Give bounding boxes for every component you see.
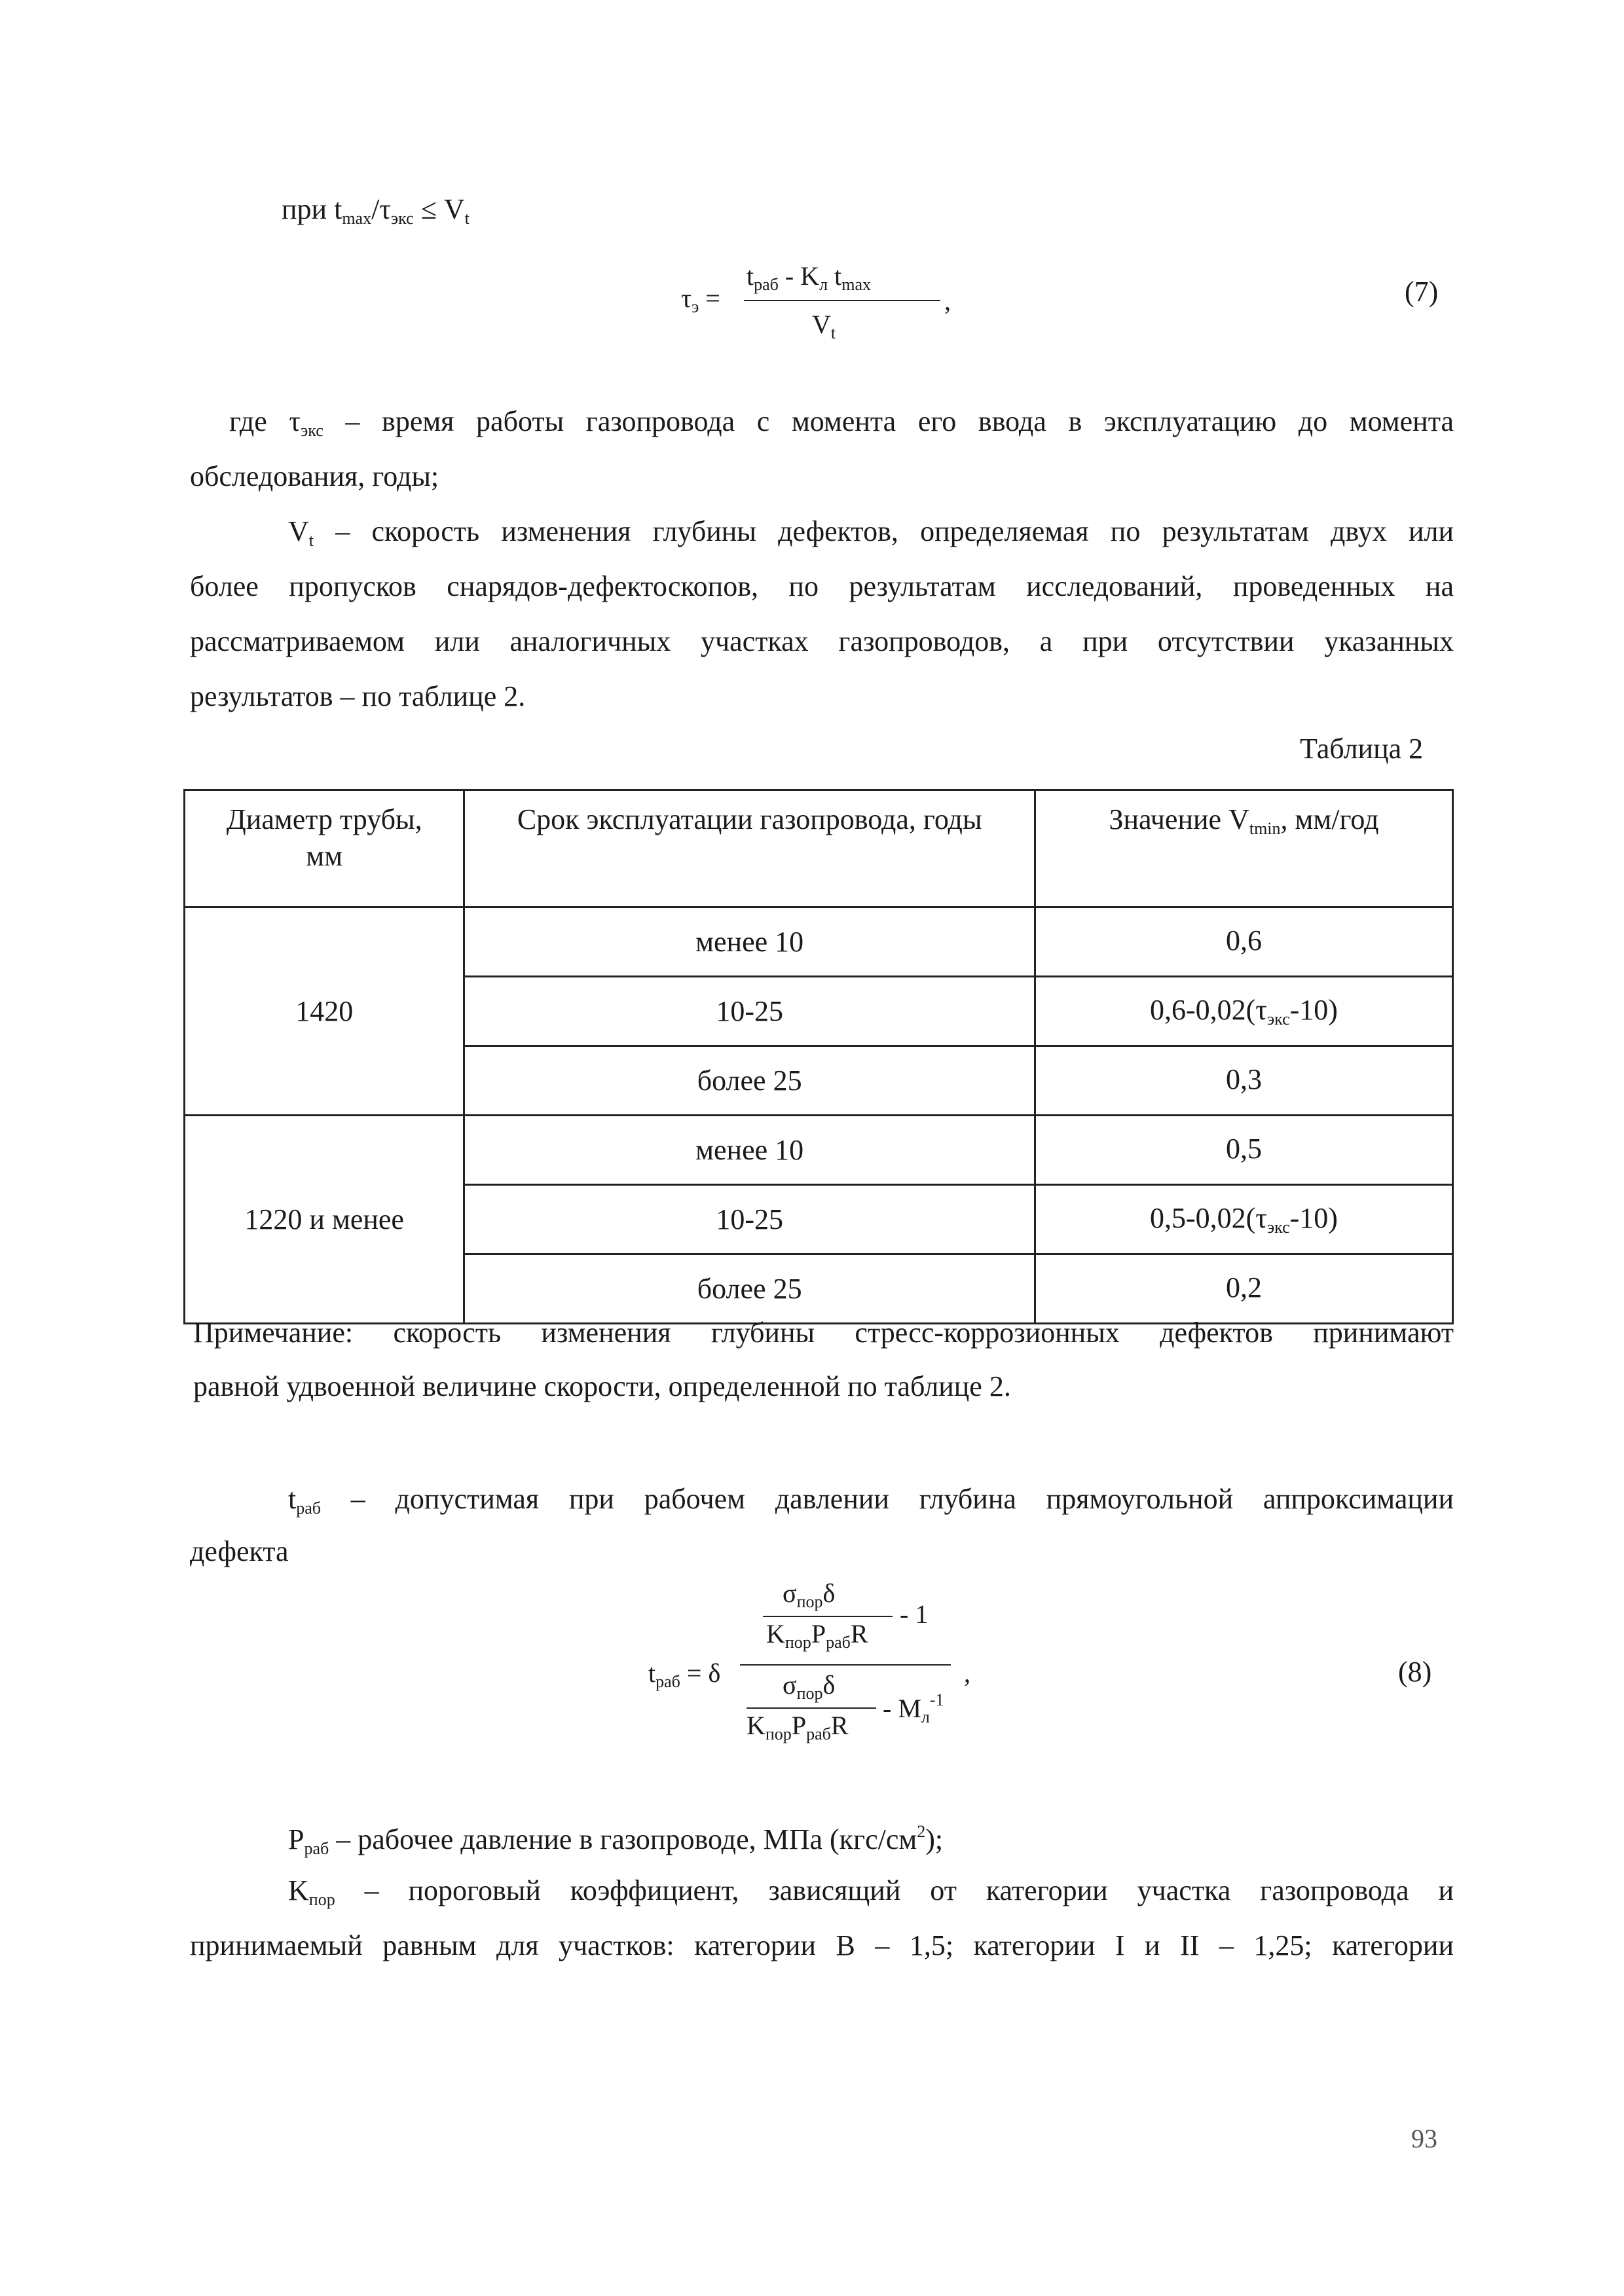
cond-t-sub: t: [464, 209, 470, 228]
table-row: [185, 907, 1453, 977]
formula-8-upper-denominator: $K_{пор}P_{раб}R$: [766, 1619, 868, 1652]
def-tau-line1: где $\tau_{экс}$ – время работы газопровода с момента его ввода в эксплуатацию до момента: [229, 405, 1454, 440]
def-vt-line4: результатов – по таблице 2.: [190, 680, 526, 712]
cell-value: 0,3: [1035, 1046, 1452, 1116]
def-prab-line: $P_{раб}$ – рабочее давление в газопроводе, МПа $(кгс/см^2)$;: [288, 1822, 944, 1858]
formula-7-fraction-bar: [744, 300, 940, 301]
formula-7-denominator: $V_t$: [812, 310, 836, 342]
formula-8-lower-denominator: $K_{пор}P_{раб}R$: [747, 1711, 849, 1743]
cond-eks-sub: экс: [391, 209, 414, 228]
cond-max-sub: max: [342, 209, 372, 228]
cell-value: 0,2: [1035, 1254, 1452, 1324]
condition-line: [282, 191, 470, 237]
formula-8-main-bar: [740, 1664, 951, 1666]
formula-7-comma: ,: [944, 286, 951, 316]
header-term: Срок эксплуатации газопровода, годы: [464, 790, 1035, 907]
note-line1: Примечание: скорость изменения глубины стресс-коррозионных дефектов принимают: [193, 1317, 1454, 1349]
cell-value: $0,5-0,02(\tau_{экс}-10)$: [1035, 1185, 1452, 1254]
formula-8-lhs: $t_{раб} = \delta$: [648, 1658, 721, 1691]
formula-8-upper-bar: [763, 1616, 893, 1617]
formula-8: [648, 1578, 989, 1774]
formula-8-minus-m: - $M_л^{-1}$: [883, 1690, 944, 1726]
def-vt-line2: более пропусков снарядов-дефектоскопов, по результатам исследований, проведенных на: [190, 570, 1454, 602]
def-kpor-line2: принимаемый равным для участков: категории В – 1,5; категории I и II – 1,25; категории: [190, 1929, 1454, 1961]
formula-8-comma: ,: [964, 1658, 970, 1688]
def-trab-line2: дефекта: [190, 1535, 289, 1567]
def-vt-line3: рассматриваемом или аналогичных участках газопроводов, а при отсутствии указанных: [190, 625, 1454, 657]
formula-7: [681, 249, 951, 354]
header-diameter: Диаметр трубы, мм: [185, 790, 464, 907]
formula-8-lower-numerator: $\sigma_{пор}\delta$: [783, 1670, 836, 1703]
formula-8-lower-bar: [747, 1707, 876, 1709]
equation-number-7: (7): [1405, 276, 1439, 308]
equation-number-8: (8): [1398, 1656, 1432, 1688]
formula-7-numerator: $t_{раб} - K_л$ $t_{max}$: [747, 261, 871, 294]
cell-term: более 25: [464, 1046, 1035, 1116]
table-caption: Таблица 2: [1300, 733, 1424, 765]
cond-slash: /τ: [371, 193, 391, 225]
formula-8-minus-one: - 1: [900, 1599, 929, 1629]
cond-le: ≤ V: [413, 193, 465, 225]
def-trab-line1: $t_{раб}$ – допустимая при рабочем давлении глубина прямоугольной аппроксимации: [288, 1483, 1454, 1518]
cell-diameter: 1420: [185, 907, 464, 1116]
cell-term: 10-25: [464, 977, 1035, 1046]
cond-prefix: при t: [282, 193, 342, 225]
cell-term: менее 10: [464, 1116, 1035, 1185]
cell-diameter: 1220 и менее: [185, 1116, 464, 1324]
cell-value: 0,5: [1035, 1116, 1452, 1185]
table-header-row: [185, 790, 1453, 907]
def-vt-line1: $V_t$ – скорость изменения глубины дефектов, определяемая по результатам двух или: [288, 515, 1454, 550]
cell-term: 10-25: [464, 1185, 1035, 1254]
page-number: 93: [1411, 2124, 1437, 2153]
header-value: Значение $V_{tmin}$, мм/год: [1035, 790, 1452, 907]
cell-term: более 25: [464, 1254, 1035, 1324]
def-kpor-line1: $K_{пор}$ – пороговый коэффициент, зависящий от категории участка газопровода и: [288, 1874, 1454, 1909]
table-2: [183, 789, 1454, 1324]
formula-8-upper-numerator: $\sigma_{пор}\delta$: [783, 1578, 836, 1611]
note-line2: равной удвоенной величине скорости, определенной по таблице 2.: [193, 1370, 1011, 1402]
table-row: [185, 1116, 1453, 1185]
cell-term: менее 10: [464, 907, 1035, 977]
formula-7-lhs: $\tau_э$ =: [681, 283, 720, 316]
cell-value: $0,6-0,02(\tau_{экс}-10)$: [1035, 977, 1452, 1046]
cell-value: 0,6: [1035, 907, 1452, 977]
def-tau-line2: обследования, годы;: [190, 460, 439, 492]
